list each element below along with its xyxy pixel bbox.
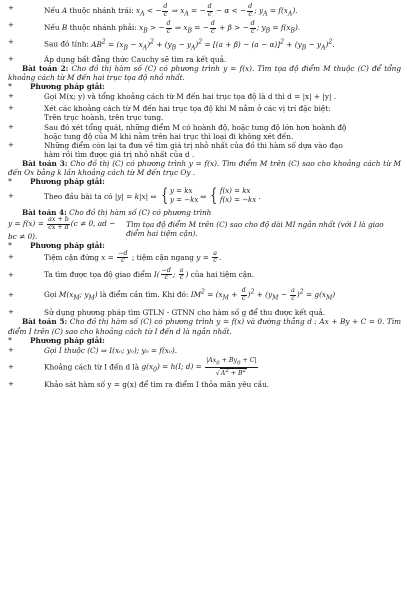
problem-4-formula: y = f(x) = $\frac{ax + b}{cx + d}$ (c ≠ 0, ad − bc ≠ 0). Tìm tọa độ điểm M trên (C) sao cho độ dài MI ngắn nhất (với I là giao điểm hai tiệm cận).: [8, 216, 384, 241]
formula: $x_A$ < − $\frac{d}{c}$ ⇒ $x_A$ = − $\frac{d}{c}$ − α < − $\frac{d}{c}$ ; $y_A = f(x_A)$.: [136, 3, 298, 18]
formula: y = f(x) = $\frac{ax + b}{cx + d}$ (c ≠ 0, ad − bc ≠ 0).: [8, 216, 116, 241]
method-heading: * Phương pháp giải:: [8, 240, 105, 250]
list-item: + Sử dụng phương pháp tìm GTLN - GTNN cho hàm số g để thu được kết quả.: [8, 308, 326, 318]
formula: $AB^2 = (x_B - x_A)^2 + (y_B - y_A)^2 = [(a + \beta) - (a - \alpha)]^2 + (y_B - y_A)^2$.: [91, 38, 335, 52]
list-item: + Nếu B thuộc nhánh phải: $x_B$ > − $\frac{d}{c}$ ⇒ $x_B$ = − $\frac{d}{c}$ + β > − $\frac{d}{c}$ ; $y_B = f(x_B)$.: [8, 20, 301, 35]
list-item: + Áp dụng bất đẳng thức Cauchy sẽ tìm ra kết quả.: [8, 54, 227, 64]
list-item: + Nếu A thuộc nhánh trái: $x_A$ < − $\frac{d}{c}$ ⇒ $x_A$ = − $\frac{d}{c}$ − α < − $\frac{d}{c}$ ; $y_A = f(x_A)$.: [8, 3, 298, 18]
list-item: + Sau đó tính: $AB^2 = (x_B - x_A)^2 + (y_B - y_A)^2 = [(a + \beta) - (a - \alpha)]^2 + (y_B - y_A)^2$.: [8, 38, 335, 52]
formula: |y| = k|x| ⇔: [112, 191, 157, 201]
problem-4: Bài toán 4: Cho đồ thị hàm số (C) có phương trình: [22, 208, 212, 218]
system-2: { f(x) = kx f(x) = −kx: [210, 185, 257, 207]
problem-3: Bài toán 3: Cho đồ thị (C) có phương trình y = f(x). Tìm điểm M trên (C) sao cho khoảng cách từ M đến Ox bằng k lần khoảng cách từ M đến trục Oy .: [8, 159, 401, 178]
list-item: + Tiệm cận đứng x = $\frac{-d}{c}$ ; tiệm cận ngang y = $\frac{a}{c}$ .: [8, 249, 222, 265]
bullet-plus: +: [8, 4, 14, 12]
formula: $IM^2 = (x_M$ + $\frac{d}{c}$ )$^2 + (y_M$ − $\frac{a}{c}$ )$^2 = g(x_M)$: [190, 287, 336, 302]
list-item: + Những điểm còn lại ta đưa về tìm giá trị nhỏ nhất của đồ thi hàm số dựa vào đạo hàm rồi tìm được giá trị nhỏ nhất của d .: [8, 140, 343, 159]
list-item: + Theo đầu bài ta có |y| = k|x| ⇔ { y = kx y = −kx ⇔ { f(x) = kx f(x) = −kx .: [8, 185, 261, 207]
problem-5: Bài toán 5: Cho đồ thị hàm số (C) có phương trình y = f(x) và đường thẳng d : Ax + By + C = 0. Tìm điểm I trên (C) sao cho khoảng cách từ I đến d là ngắn nhất.: [8, 317, 402, 336]
problem-2: Bài toán 2: Cho đồ thị hàm số (C) có phương trình y = f(x). Tìm tọa độ điểm M thuộc (C) để tổng khoảng cách từ M đến hai trục tọa độ nhỏ nhất.: [8, 64, 401, 83]
list-item: + Khoảng cách từ I đến d là $g(x_0) = h(I$; d) = $\frac{|Ax_0 + By_0 + C|}{√A^2 + B^2}$: [8, 356, 257, 377]
list-item: + Gọi M(x; y) và tổng khoảng cách từ M đến hai trục tọa độ là d thì d = |x| + |y| .: [8, 92, 337, 102]
formula: $g(x_0) = h(I$; d) = $\frac{|Ax_0 + By_0 + C|}{√A^2 + B^2}$: [141, 356, 257, 377]
method-heading: * Phương pháp giải:: [8, 82, 105, 92]
list-item: + Sau đó xét tổng quát, những điểm M có hoành độ, hoặc tung độ lớn hơn hoành độ hoặc tung độ của M khi nằm trên hai trục thì loại đi không xét đến.: [8, 122, 347, 141]
list-item: + Gọi I thuộc (C) ⇒ I(x₀; y₀); y₀ = f(x₀).: [8, 345, 178, 355]
list-item: + Khảo sát hàm số y = g(x) để tìm ra điểm I thỏa mãn yêu cầu.: [8, 380, 270, 390]
formula: $x_B$ > − $\frac{d}{c}$ ⇒ $x_B$ = − $\frac{d}{c}$ + β > − $\frac{d}{c}$ ; $y_B = f(x_B)$.: [139, 20, 301, 35]
list-item: + Ta tìm được tọa độ giao điểm I( $\frac{-d}{c}$ ; $\frac{a}{c}$ ) của hai tiệm cận.: [8, 266, 255, 282]
list-item: + Xét các khoảng cách từ M đến hai trục tọa độ khi M nằm ở các vị trí đặc biệt: Trên trục hoành, trên trục tung.: [8, 104, 331, 123]
method-heading: * Phương pháp giải:: [8, 335, 105, 345]
method-heading: * Phương pháp giải:: [8, 177, 105, 187]
list-item: + Gọi $M(x_M$; $y_M$) là điểm cần tìm. Khi đó: $IM^2 = (x_M$ + $\frac{d}{c}$ )$^2 + (y_M$ − $\frac{a}{c}$ )$^2 = g(x_M)$: [8, 287, 336, 302]
system-1: { y = kx y = −kx: [160, 185, 199, 207]
